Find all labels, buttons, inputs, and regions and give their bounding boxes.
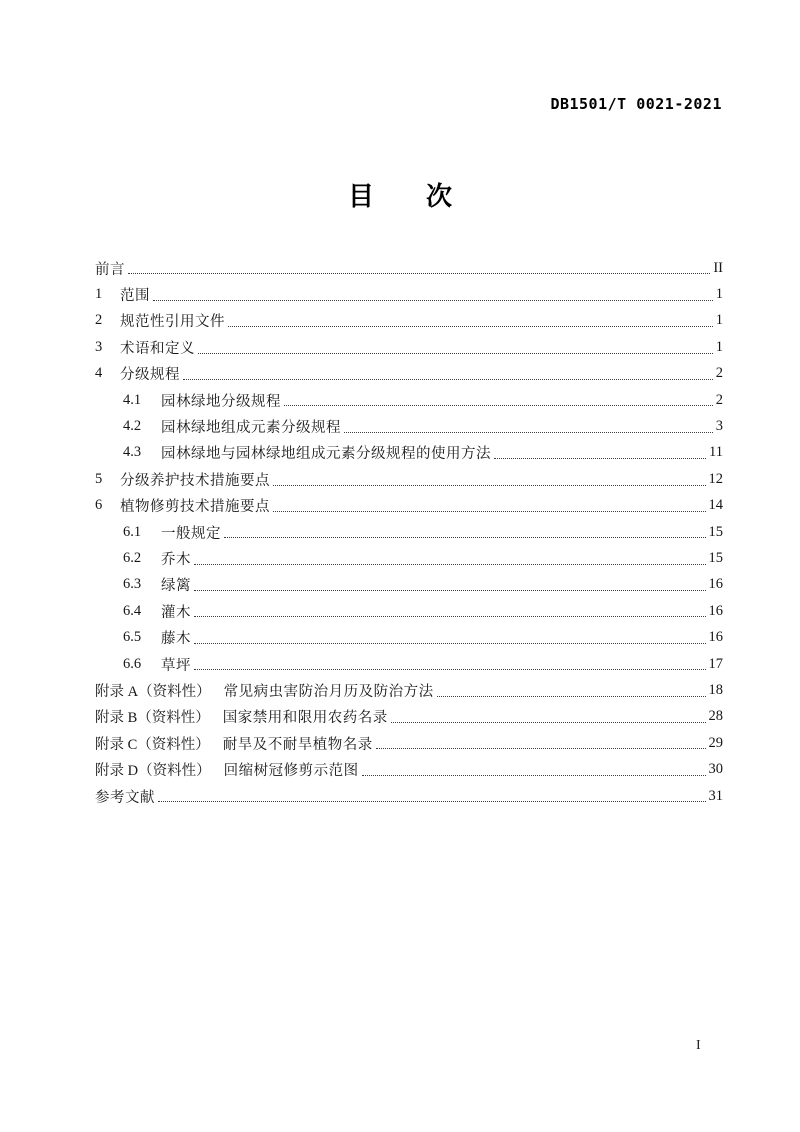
toc-entry xyxy=(95,255,723,281)
toc-entry-number: 6.2 xyxy=(123,549,142,566)
toc-entry-label: 藤木 xyxy=(161,631,191,648)
toc-leader-dots xyxy=(273,511,706,512)
toc-entry-page: II xyxy=(713,259,723,276)
toc-entry xyxy=(95,704,723,730)
toc-entry-page: 12 xyxy=(708,470,723,487)
toc-entry xyxy=(95,651,723,677)
toc-entry-label: 一般规定 xyxy=(161,525,221,542)
toc-leader-dots xyxy=(224,537,706,538)
toc-entry xyxy=(95,440,723,466)
footer-page-number: I xyxy=(696,1038,701,1053)
toc-entry-page: 2 xyxy=(715,365,723,382)
toc-entry-page: 29 xyxy=(708,734,723,751)
toc-entry-label: 乔木 xyxy=(161,551,191,568)
toc-leader-dots xyxy=(494,458,706,459)
toc-entry-page: 28 xyxy=(708,708,723,725)
toc-entry xyxy=(95,572,723,598)
toc-entry xyxy=(95,387,723,413)
toc-entry-number: 5 xyxy=(95,470,103,487)
toc-leader-dots xyxy=(284,405,713,406)
toc-entry-page: 30 xyxy=(708,761,723,778)
toc-entry-label: 参考文献 xyxy=(95,789,155,806)
toc-entry-page: 16 xyxy=(708,576,723,593)
toc-entry-page: 11 xyxy=(709,444,723,461)
toc-leader-dots xyxy=(194,590,706,591)
toc-leader-dots xyxy=(228,326,713,327)
toc-entry xyxy=(95,598,723,624)
toc-entry-label: 草坪 xyxy=(161,657,191,674)
toc-entry-page: 31 xyxy=(708,787,723,804)
toc-entry-number: 2 xyxy=(95,312,103,329)
toc-entry-label: 园林绿地分级规程 xyxy=(161,393,281,410)
toc-entry-number: 附录 A（资料性） xyxy=(95,683,211,700)
toc-entry-number: 1 xyxy=(95,286,103,303)
toc-entry-number: 6.3 xyxy=(123,576,142,593)
toc-list xyxy=(95,255,723,809)
toc-entry-page: 3 xyxy=(715,418,723,435)
toc-entry-label: 范围 xyxy=(120,288,150,305)
toc-entry-page: 2 xyxy=(715,391,723,408)
toc-entry-number: 附录 C（资料性） xyxy=(95,736,210,753)
toc-entry-number: 3 xyxy=(95,338,103,355)
toc-leader-dots xyxy=(153,300,713,301)
toc-entry xyxy=(95,281,723,307)
toc-entry-number: 4.1 xyxy=(123,391,142,408)
standard-code: DB1501/T 0021-2021 xyxy=(550,95,722,113)
toc-entry-number: 4.3 xyxy=(123,444,142,461)
toc-entry-label: 前言 xyxy=(95,261,125,278)
toc-entry xyxy=(95,466,723,492)
toc-entry xyxy=(95,545,723,571)
toc-entry-page: 1 xyxy=(715,286,723,303)
toc-entry xyxy=(95,361,723,387)
toc-entry-label: 灌木 xyxy=(161,604,191,621)
toc-entry-number: 4.2 xyxy=(123,418,142,435)
toc-entry xyxy=(95,730,723,756)
toc-entry-page: 18 xyxy=(708,681,723,698)
toc-entry-label: 回缩树冠修剪示范图 xyxy=(223,763,359,780)
toc-entry-page: 16 xyxy=(708,602,723,619)
toc-leader-dots xyxy=(391,722,706,723)
toc-leader-dots xyxy=(128,273,710,274)
toc-entry xyxy=(95,783,723,809)
toc-entry-label: 园林绿地与园林绿地组成元素分级规程的使用方法 xyxy=(161,446,491,463)
toc-entry xyxy=(95,308,723,334)
toc-entry xyxy=(95,519,723,545)
toc-entry-label: 分级养护技术措施要点 xyxy=(120,472,270,489)
toc-entry xyxy=(95,677,723,703)
toc-leader-dots xyxy=(198,353,713,354)
toc-leader-dots xyxy=(194,643,706,644)
toc-entry-label: 绿篱 xyxy=(161,578,191,595)
toc-entry-label: 常见病虫害防治月历及防治方法 xyxy=(223,683,434,700)
toc-entry xyxy=(95,334,723,360)
toc-leader-dots xyxy=(273,485,706,486)
toc-entry-page: 15 xyxy=(708,523,723,540)
toc-entry-page: 15 xyxy=(708,549,723,566)
toc-entry-page: 17 xyxy=(708,655,723,672)
toc-entry-number: 6.1 xyxy=(123,523,142,540)
toc-entry xyxy=(95,624,723,650)
toc-entry xyxy=(95,493,723,519)
toc-entry-number: 6.6 xyxy=(123,655,142,672)
toc-entry-number: 附录 D（资料性） xyxy=(95,763,211,780)
toc-entry-page: 14 xyxy=(708,497,723,514)
toc-entry-label: 术语和定义 xyxy=(120,340,195,357)
toc-leader-dots xyxy=(376,748,706,749)
toc-entry-label: 耐旱及不耐旱植物名录 xyxy=(222,736,373,753)
toc-entry-page: 16 xyxy=(708,629,723,646)
toc-title: 目 次 xyxy=(347,181,452,211)
toc-entry-number: 4 xyxy=(95,365,103,382)
toc-entry-number: 6.4 xyxy=(123,602,142,619)
toc-leader-dots xyxy=(194,669,706,670)
toc-leader-dots xyxy=(194,564,706,565)
toc-entry xyxy=(95,756,723,782)
toc-entry-label: 园林绿地组成元素分级规程 xyxy=(161,420,341,437)
toc-entry-number: 6.5 xyxy=(123,629,142,646)
toc-entry-label: 国家禁用和限用农药名录 xyxy=(222,710,388,727)
toc-entry-number: 6 xyxy=(95,497,103,514)
toc-entry-page: 1 xyxy=(715,338,723,355)
toc-leader-dots xyxy=(158,801,706,802)
toc-entry-label: 分级规程 xyxy=(120,367,180,384)
toc-entry-label: 规范性引用文件 xyxy=(120,314,225,331)
toc-entry-number: 附录 B（资料性） xyxy=(95,710,210,727)
toc-leader-dots xyxy=(362,775,706,776)
toc-entry-label: 植物修剪技术措施要点 xyxy=(120,499,270,516)
toc-entry-page: 1 xyxy=(715,312,723,329)
toc-leader-dots xyxy=(344,432,713,433)
toc-entry xyxy=(95,413,723,439)
toc-leader-dots xyxy=(194,616,706,617)
toc-leader-dots xyxy=(437,696,706,697)
toc-leader-dots xyxy=(183,379,713,380)
